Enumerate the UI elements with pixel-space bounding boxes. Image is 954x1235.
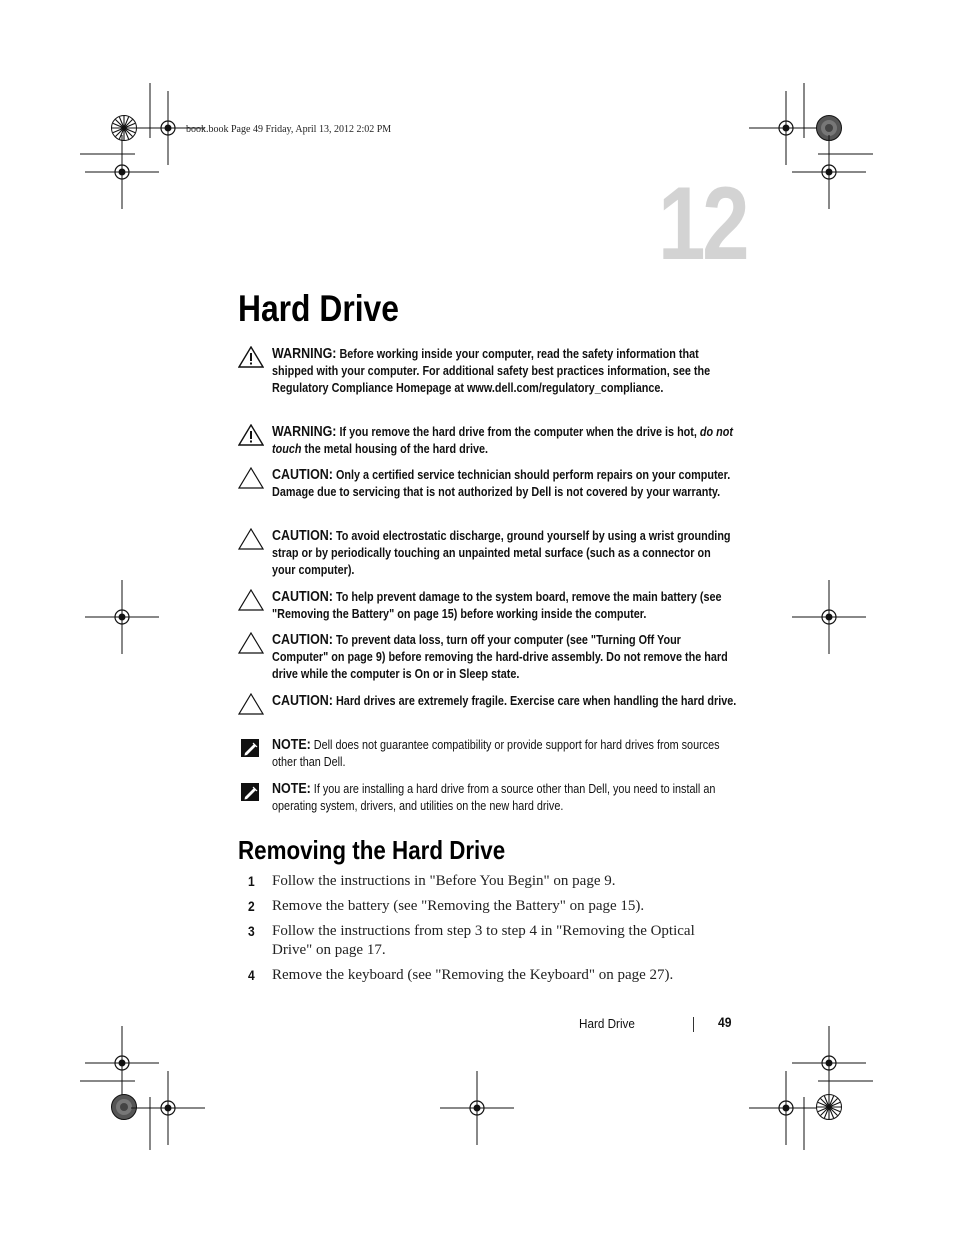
notice-keyword: NOTE: (272, 737, 311, 753)
notice-text: Hard drives are extremely fragile. Exercise care when handling the hard drive. (335, 694, 737, 708)
note-pencil-icon (238, 737, 264, 759)
notice-keyword: CAUTION: (272, 467, 333, 483)
note-notice (238, 737, 738, 771)
print-slug: book.book Page 49 Friday, April 13, 2012 2:02 PM (186, 124, 392, 135)
notice-keyword: CAUTION: (272, 693, 333, 709)
notice-keyword: WARNING: (272, 346, 337, 362)
warning-notice (238, 424, 738, 458)
warning-icon (238, 346, 264, 368)
notice-text: Dell does not guarantee compatibility or provide support for hard drives from sources other than Dell. (272, 738, 720, 770)
notice-text: To help prevent damage to the system board, remove the main battery (see "Removing the Battery" on page 15) before working inside the computer. (272, 590, 722, 622)
notice-text: If you remove the hard drive from the computer when the drive is hot, (339, 425, 700, 439)
step-text: Follow the instructions from step 3 to step 4 in "Removing the Optical Drive" on page 17. (272, 923, 695, 958)
step-number: 3 (248, 923, 255, 939)
note-pencil-icon (238, 781, 264, 803)
notice-text: Before working inside your computer, read the safety information that shipped with your computer. For additional safety best practices information, see the Regulatory Compliance Homepage at www.dell.com/regulatory_compliance. (272, 347, 711, 396)
caution-icon (238, 528, 264, 550)
chapter-title: Hard Drive (238, 288, 399, 329)
step-number: 1 (248, 873, 255, 889)
section-heading: Removing the Hard Drive (238, 835, 506, 865)
chapter-number: 12 (658, 166, 747, 282)
note-notice (238, 781, 738, 815)
caution-notice (238, 589, 738, 623)
caution-notice (238, 467, 738, 501)
footer-chapter-label: Hard Drive (579, 1016, 635, 1031)
notice-text: the metal housing of the hard drive. (301, 442, 489, 457)
caution-icon (238, 589, 264, 611)
step-number: 2 (248, 898, 255, 914)
caution-notice (238, 632, 738, 684)
step-item (248, 922, 748, 960)
step-text: Remove the keyboard (see "Removing the Keyboard" on page 27). (272, 967, 674, 983)
notice-text: To prevent data loss, turn off your computer (see "Turning Off Your Computer" on page 9) before removing the hard-drive assembly. Do not remove the hard drive while the computer is On or in Sleep state. (272, 633, 728, 682)
caution-notice (238, 528, 738, 580)
notice-keyword: WARNING: (272, 424, 337, 440)
warning-icon (238, 424, 264, 446)
notice-text: If you are installing a hard drive from a source other than Dell, you need to install an operating system, drivers, and utilities on the new hard drive. (272, 782, 716, 814)
caution-notice (238, 693, 738, 710)
caution-icon (238, 632, 264, 654)
footer-divider (693, 1017, 694, 1032)
step-text: Follow the instructions in "Before You Begin" on page 9. (272, 873, 616, 889)
caution-icon (238, 467, 264, 489)
page-number: 49 (718, 1015, 732, 1030)
notice-keyword: CAUTION: (272, 589, 333, 605)
step-number: 4 (248, 967, 255, 983)
step-item (248, 872, 748, 891)
notice-keyword: NOTE: (272, 781, 311, 797)
step-item (248, 966, 748, 985)
notice-text: Only a certified service technician should perform repairs on your computer. Damage due to servicing that is not authorized by Dell is not covered by your warranty. (272, 468, 731, 500)
warning-notice (238, 346, 738, 398)
step-item (248, 897, 748, 916)
procedure-steps (248, 872, 748, 991)
notice-emphasis: do not touch (272, 425, 734, 457)
caution-icon (238, 693, 264, 715)
notice-text: To avoid electrostatic discharge, ground yourself by using a wrist grounding strap or by periodically touching an unpainted metal surface (such as a connector on your computer). (272, 529, 731, 578)
notice-keyword: CAUTION: (272, 528, 333, 544)
step-text: Remove the battery (see "Removing the Battery" on page 15). (272, 898, 645, 914)
notice-keyword: CAUTION: (272, 632, 333, 648)
